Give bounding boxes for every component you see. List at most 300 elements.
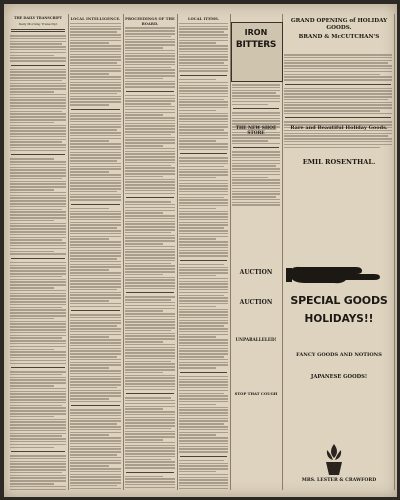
text-line	[70, 37, 121, 39]
text-line	[125, 176, 163, 178]
text-line	[10, 477, 66, 479]
text-line	[125, 313, 175, 315]
text-line	[10, 281, 66, 283]
text-line	[179, 42, 216, 44]
text-line	[70, 275, 121, 277]
text-line	[179, 56, 228, 58]
text-line	[232, 154, 280, 156]
text-line	[179, 384, 228, 386]
text-line	[179, 314, 228, 316]
text-line	[10, 209, 62, 211]
text-line	[10, 421, 66, 423]
text-line	[10, 85, 66, 87]
text-line	[70, 211, 121, 213]
column-5	[230, 14, 283, 490]
text-line	[70, 208, 109, 210]
text-line	[284, 76, 392, 78]
text-line	[70, 412, 121, 414]
text-line	[179, 180, 228, 182]
text-line	[125, 265, 175, 267]
text-line	[125, 58, 175, 60]
text-line	[10, 113, 66, 115]
text-line	[10, 242, 66, 244]
text-line	[10, 374, 62, 376]
text-line	[232, 185, 280, 187]
text-line	[125, 145, 163, 147]
text-line	[232, 171, 280, 173]
text-line	[179, 87, 228, 89]
column-rule	[180, 260, 227, 261]
text-line	[125, 78, 163, 80]
text-line	[179, 171, 228, 173]
column-rule	[180, 456, 227, 457]
text-line	[125, 109, 175, 111]
text-line	[70, 90, 121, 92]
text-line	[70, 331, 121, 333]
text-line	[70, 280, 121, 282]
text-line	[10, 290, 66, 292]
text-line	[125, 481, 175, 483]
text-line	[179, 194, 228, 196]
text-line	[125, 330, 171, 332]
text-line	[70, 244, 121, 246]
text-line	[125, 263, 171, 265]
text-line	[10, 405, 62, 407]
text-line	[70, 222, 121, 224]
text-line	[70, 359, 121, 361]
text-line	[179, 482, 228, 484]
text-line	[179, 216, 228, 218]
text-line	[10, 382, 66, 384]
pointing-hand-icon	[286, 262, 386, 286]
text-line	[70, 79, 121, 81]
text-line	[179, 68, 228, 70]
text-line	[232, 177, 268, 179]
text-line	[10, 220, 54, 222]
text-line	[10, 438, 66, 440]
text-line	[70, 196, 121, 198]
text-line	[179, 140, 216, 142]
text-line	[10, 416, 54, 418]
text-line	[284, 135, 388, 137]
text-line	[284, 65, 392, 67]
text-line	[70, 434, 109, 436]
text-line	[179, 395, 228, 397]
text-line	[179, 208, 216, 210]
text-line	[125, 428, 171, 430]
text-line	[70, 238, 109, 240]
text-line	[125, 210, 175, 212]
text-line	[125, 380, 175, 382]
text-line	[70, 138, 121, 140]
text-line	[179, 247, 228, 249]
text-line	[284, 110, 380, 112]
text-line	[10, 97, 66, 99]
fancy-goods-ad: FANCY GOODS AND NOTIONS	[296, 352, 382, 358]
text-line	[179, 157, 228, 159]
text-line	[10, 144, 66, 146]
column-4-text	[177, 23, 230, 490]
text-line	[10, 279, 66, 281]
text-line	[179, 244, 228, 246]
text-line	[70, 297, 121, 299]
text-line	[125, 240, 175, 242]
text-line	[125, 125, 175, 127]
text-line	[125, 467, 175, 469]
text-line	[10, 169, 66, 171]
text-line	[125, 324, 175, 326]
text-line	[179, 418, 228, 420]
text-line	[125, 341, 163, 343]
text-line	[10, 108, 66, 110]
text-line	[125, 279, 175, 281]
text-line	[125, 305, 175, 307]
text-line	[232, 90, 280, 92]
text-line	[179, 446, 228, 448]
text-line	[10, 46, 66, 48]
text-line	[70, 418, 121, 420]
text-line	[10, 195, 66, 197]
text-line	[179, 353, 228, 355]
text-line	[70, 96, 121, 98]
text-line	[179, 295, 224, 297]
text-line	[70, 258, 117, 260]
text-line	[10, 178, 62, 180]
text-line	[70, 479, 121, 481]
text-line	[179, 468, 228, 470]
text-line	[10, 399, 66, 401]
text-line	[10, 413, 66, 415]
text-line	[284, 60, 392, 62]
text-line	[125, 487, 175, 489]
text-line	[10, 94, 66, 96]
text-line	[179, 320, 228, 322]
column-rule	[126, 393, 174, 394]
text-line	[125, 268, 175, 270]
text-line	[179, 113, 228, 115]
text-line	[179, 238, 216, 240]
text-line	[179, 412, 228, 414]
text-line	[125, 344, 175, 346]
text-line	[179, 85, 228, 87]
column-2	[68, 14, 124, 490]
text-line	[10, 455, 66, 457]
text-line	[125, 271, 175, 273]
text-line	[10, 435, 62, 437]
text-line	[10, 407, 66, 409]
text-line	[125, 223, 175, 225]
text-line	[70, 488, 121, 490]
text-line	[125, 422, 175, 424]
text-line	[232, 95, 280, 97]
text-line	[179, 286, 228, 288]
text-line	[232, 98, 280, 100]
text-line	[125, 439, 163, 441]
text-line	[179, 342, 228, 344]
text-line	[10, 139, 66, 141]
stop-cough-ad: STOP THAT COUGH	[234, 391, 278, 396]
text-line	[70, 87, 121, 89]
text-line	[10, 57, 66, 59]
text-line	[179, 252, 228, 254]
text-line	[125, 352, 175, 354]
shoe-store-ad: THE NEW SHOE STORE	[235, 126, 277, 136]
holidays-ad: HOLIDAYS!!	[304, 313, 374, 325]
text-line	[10, 337, 62, 339]
text-line	[125, 237, 175, 239]
text-line	[179, 359, 228, 361]
text-line	[125, 165, 171, 167]
text-line	[179, 264, 224, 266]
text-line	[284, 68, 392, 70]
text-line	[70, 194, 121, 196]
text-line	[179, 348, 228, 350]
text-line	[125, 335, 175, 337]
text-line	[232, 123, 280, 125]
text-line	[179, 477, 228, 479]
column-rule	[126, 197, 174, 198]
column-rule	[180, 75, 227, 76]
text-line	[10, 203, 66, 205]
text-line	[10, 466, 66, 468]
emil-rosenthal-ad: EMIL ROSENTHAL.	[302, 158, 376, 166]
text-line	[70, 376, 121, 378]
text-line	[125, 433, 175, 435]
text-line	[10, 340, 66, 342]
text-line	[10, 301, 66, 303]
text-line	[10, 447, 54, 449]
text-line	[10, 329, 66, 331]
column-rule	[126, 472, 174, 473]
text-line	[10, 175, 66, 177]
text-line	[70, 65, 121, 67]
text-line	[125, 414, 175, 416]
text-line	[70, 429, 121, 431]
text-line	[70, 224, 121, 226]
text-line	[232, 191, 280, 193]
text-line	[179, 51, 228, 53]
text-line	[10, 318, 54, 320]
text-line	[70, 339, 121, 341]
text-line	[10, 346, 66, 348]
text-line	[125, 117, 175, 119]
text-line	[179, 166, 224, 168]
text-line	[125, 321, 175, 323]
text-line	[179, 393, 224, 395]
text-line	[10, 363, 66, 365]
column-3-text	[123, 27, 177, 490]
text-line	[179, 356, 224, 358]
text-line	[10, 321, 66, 323]
text-line	[179, 415, 228, 417]
text-line	[70, 465, 109, 467]
text-line	[70, 482, 121, 484]
text-line	[10, 217, 66, 219]
text-line	[284, 133, 392, 135]
column-1-text	[8, 35, 68, 490]
text-line	[284, 71, 392, 73]
text-line	[10, 463, 66, 465]
text-line	[10, 99, 66, 101]
text-line	[10, 304, 66, 306]
text-line	[179, 233, 228, 235]
text-line	[125, 277, 175, 279]
text-line	[125, 148, 175, 150]
text-line	[125, 179, 175, 181]
text-line	[10, 371, 66, 373]
text-line	[179, 219, 228, 221]
text-line	[125, 112, 175, 114]
text-line	[179, 90, 228, 92]
text-line	[125, 100, 175, 102]
text-line	[70, 314, 121, 316]
text-line	[179, 471, 216, 473]
text-line	[10, 52, 66, 54]
text-line	[70, 278, 121, 280]
text-line	[179, 191, 228, 193]
column-rule	[71, 310, 120, 311]
text-line	[70, 401, 121, 403]
text-line	[10, 125, 66, 127]
text-line	[10, 284, 66, 286]
text-line	[125, 61, 175, 63]
text-line	[284, 74, 380, 76]
text-line	[179, 451, 228, 453]
text-line	[179, 110, 216, 112]
text-line	[125, 229, 175, 231]
text-line	[179, 54, 228, 56]
text-line	[125, 162, 175, 164]
text-line	[70, 82, 121, 84]
text-line	[70, 476, 121, 478]
text-line	[10, 88, 66, 90]
text-line	[70, 443, 121, 445]
text-line	[10, 461, 66, 463]
text-line	[10, 388, 66, 390]
text-line	[10, 35, 66, 37]
text-line	[10, 186, 66, 188]
text-line	[125, 349, 175, 351]
text-line	[70, 185, 121, 187]
text-line	[284, 79, 392, 81]
text-line	[232, 163, 280, 165]
text-line	[70, 485, 117, 487]
text-line	[179, 362, 228, 364]
text-line	[125, 134, 171, 136]
text-line	[125, 207, 175, 209]
text-line	[232, 204, 280, 206]
text-line	[70, 336, 109, 338]
text-line	[232, 202, 280, 204]
text-line	[179, 199, 228, 201]
text-line	[10, 223, 66, 225]
text-line	[125, 366, 175, 368]
text-line	[10, 253, 66, 255]
text-line	[70, 73, 109, 75]
text-line	[125, 55, 175, 57]
text-line	[284, 113, 392, 115]
text-line	[10, 200, 66, 202]
text-line	[10, 273, 66, 275]
text-line	[10, 379, 66, 381]
text-line	[10, 298, 66, 300]
column-4	[177, 14, 231, 490]
text-line	[70, 460, 121, 462]
text-line	[284, 54, 392, 56]
text-line	[179, 160, 228, 162]
masthead-subtitle: Daily Morning Transcript	[18, 22, 58, 26]
text-line	[70, 356, 117, 358]
text-line	[70, 420, 121, 422]
text-line	[70, 255, 121, 257]
text-line	[232, 140, 268, 142]
text-line	[70, 140, 109, 142]
text-line	[70, 350, 121, 352]
japanese-goods-ad: JAPANESE GOODS!	[310, 374, 368, 380]
text-line	[125, 425, 175, 427]
text-line	[125, 243, 163, 245]
text-line	[179, 255, 228, 257]
column-6-text	[282, 54, 394, 148]
text-line	[125, 484, 175, 486]
text-line	[125, 190, 175, 192]
text-line	[10, 360, 66, 362]
text-line	[125, 151, 175, 153]
column-rule	[126, 91, 174, 92]
text-line	[179, 404, 216, 406]
text-line	[10, 335, 66, 337]
text-line	[70, 40, 121, 42]
column-rule	[11, 451, 65, 452]
text-line	[10, 262, 66, 264]
text-line	[10, 211, 66, 213]
text-line	[10, 164, 66, 166]
text-line	[179, 474, 228, 476]
text-line	[179, 345, 228, 347]
text-line	[125, 139, 175, 141]
text-line	[284, 62, 388, 64]
text-line	[70, 283, 121, 285]
text-line	[125, 478, 175, 480]
text-line	[70, 303, 121, 305]
column-rule	[71, 204, 120, 205]
text-line	[179, 317, 228, 319]
text-line	[125, 316, 175, 318]
text-line	[125, 106, 175, 108]
text-line	[179, 409, 228, 411]
text-line	[179, 93, 228, 95]
text-line	[70, 398, 109, 400]
text-line	[10, 402, 66, 404]
text-line	[179, 99, 224, 101]
text-line	[179, 336, 216, 338]
text-line	[179, 387, 228, 389]
text-line	[125, 69, 175, 71]
column-rule	[285, 117, 391, 118]
text-line	[179, 267, 228, 269]
text-line	[179, 107, 228, 109]
text-line	[70, 28, 121, 30]
lester-crawford-ad: MRS. LESTER & CRAWFORD	[301, 478, 377, 483]
text-line	[125, 453, 175, 455]
text-line	[70, 51, 121, 53]
text-line	[10, 427, 66, 429]
text-line	[70, 264, 121, 266]
text-line	[179, 129, 224, 131]
text-line	[10, 77, 66, 79]
text-line	[232, 87, 280, 89]
text-line	[70, 56, 121, 58]
